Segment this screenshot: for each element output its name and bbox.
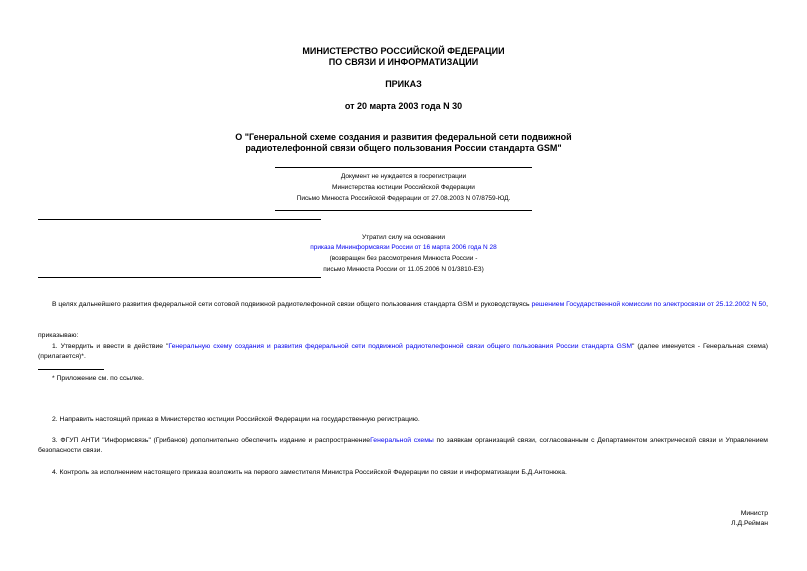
- status-link[interactable]: приказа Мининформсвязи России от 16 марта 2006 года N 28: [310, 244, 497, 251]
- ministry-line-2: ПО СВЯЗИ И ИНФОРМАТИЗАЦИИ: [328, 57, 479, 67]
- divider: [38, 219, 321, 220]
- status-line-4: письмо Минюста России от 11.05.2006 N 01/3810-ЕЗ): [323, 266, 484, 273]
- intro-paragraph: В целях дальнейшего развития федеральной сети сотовой подвижной радиотелефонной связи общего пользования стандарта GSM и руководствуясь решением Государственной комиссии по электросвязи от 25.12.2002 N 50,: [52, 301, 768, 308]
- doc-type: ПРИКАЗ: [385, 79, 422, 89]
- registration-line-3: Письмо Минюста Российской Федерации от 27.08.2003 N 07/8759-ЮД.: [296, 195, 511, 202]
- registration-line-2: Министерства юстиции Российской Федерации: [332, 184, 475, 191]
- divider: [275, 167, 532, 168]
- item-1: 1. Утвердить и ввести в действие "Генеральную схему создания и развития федеральной сети подвижной радиотелефонной связи общего пользования России стандарта GSM" (далее именуется - Генеральная схема) (прилагается)*.: [38, 343, 768, 360]
- item-4: 4. Контроль за исполнением настоящего приказа возложить на первого заместителя Министра Российской Федерации по связи и информатизации Б.Д.Антонюка.: [52, 469, 567, 476]
- status-line-1: Утратил силу на основании: [361, 234, 446, 241]
- signature-name: Л.Д.Рейман: [731, 520, 768, 527]
- doc-date-number: от 20 марта 2003 года N 30: [344, 101, 463, 111]
- signature-position: Министр: [740, 510, 768, 517]
- registration-line-1: Документ не нуждается в госрегистрации: [340, 173, 467, 180]
- item-3: 3. ФГУП АНТИ "Информсвязь" (Грибанов) дополнительно обеспечить издание и распространениеГенеральной схемы по заявкам организаций связи, согласованным с Департаментом электрической связи и Управлением безопасности связи.: [38, 437, 768, 454]
- footnote-divider: [38, 369, 104, 370]
- divider: [275, 210, 532, 211]
- doc-title-line-1: О "Генеральной схеме создания и развития федеральной сети подвижной: [235, 132, 572, 142]
- doc-title-line-2: радиотелефонной связи общего пользования России стандарта GSM": [245, 143, 562, 153]
- order-word: приказываю:: [38, 332, 79, 339]
- general-scheme-link[interactable]: Генеральную схему создания и развития федеральной сети подвижной радиотелефонной связи общего пользования России стандарта GSM: [168, 343, 633, 350]
- footnote: * Приложение см. по ссылке.: [52, 375, 144, 382]
- status-line-3: (возвращен без рассмотрения Минюста России -: [329, 255, 478, 262]
- item-2: 2. Направить настоящий приказ в Министерство юстиции Российской Федерации на государственную регистрацию.: [52, 416, 420, 423]
- general-scheme-link-2[interactable]: Генеральной схемы: [370, 437, 434, 444]
- ministry-line-1: МИНИСТЕРСТВО РОССИЙСКОЙ ФЕДЕРАЦИИ: [302, 46, 505, 56]
- divider: [38, 277, 321, 278]
- gkrch-decision-link[interactable]: решением Государственной комиссии по электросвязи от 25.12.2002 N 50: [531, 301, 767, 308]
